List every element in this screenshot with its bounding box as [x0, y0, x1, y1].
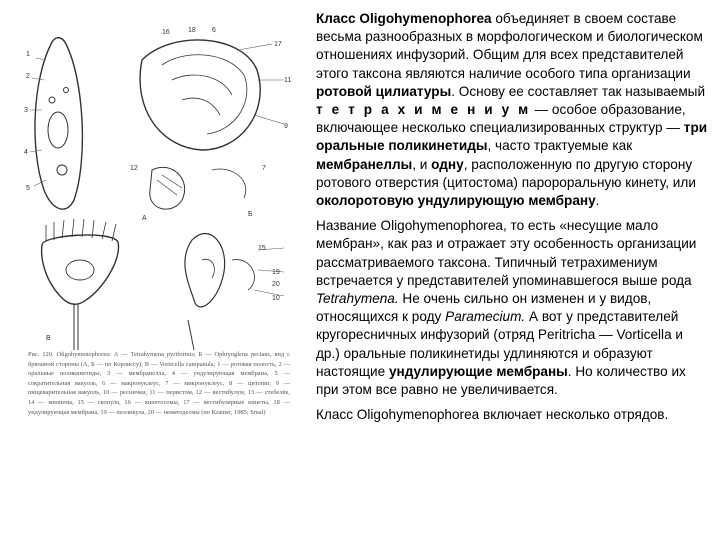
span-1-1: объединяет в своем составе весьма разнообразных в морфологическом и биологическом отношениях инфузорий. Общим для всех представителей этого таксона являются наличие особого типа организации [316, 11, 703, 81]
label-A: А [142, 215, 147, 222]
span-2-6: . Но количество их при этом все равно не увеличивается. [316, 363, 686, 398]
span-1-6: три оральные поликинетиды [316, 120, 708, 154]
ciliate-b-body [140, 40, 260, 150]
detail-drawing [150, 167, 185, 209]
label-16: 16 [162, 29, 170, 36]
ciliate-a-vacuole [57, 165, 67, 175]
ciliate-drawings [22, 20, 292, 350]
label-10: 10 [272, 295, 280, 302]
vorticella-stalk [74, 304, 78, 350]
span-1-7: , часто трактуемые как [487, 138, 633, 154]
span-2-2: Не очень сильно он изменен и у видов, относящихся к роду [316, 291, 652, 325]
ciliate-a-body [35, 38, 82, 209]
swimmer-body [185, 234, 225, 307]
label-2: 2 [26, 73, 30, 80]
span-2-3: Paramecium. [445, 309, 526, 325]
span-1-9: , и [412, 156, 432, 172]
paragraph-3 [316, 406, 710, 424]
span-1-3: . Основу ее составляет так называемый [451, 83, 706, 99]
body-text [316, 10, 710, 431]
label-15: 15 [258, 245, 266, 252]
span-2-5: ундулирующие мембраны [388, 363, 568, 379]
label-9: 9 [284, 123, 288, 130]
span-1-11: , расположенную по другую сторону ротового отверстия (цитостома) паророральную кинету, или [316, 156, 696, 190]
label-6: 6 [212, 27, 216, 34]
paragraph-2 [316, 217, 710, 399]
span-1-4: т е т р а х и м е н и у м [316, 102, 531, 118]
label-19: 19 [272, 269, 280, 276]
span-2-1: Tetrahymena. [316, 291, 399, 307]
span-1-5: — особое образование, включающее несколько специализированных структур — [316, 102, 686, 136]
ciliate-a-macronucleus [48, 112, 68, 148]
span-3-0: Класс Oligohymenophorea включает несколько отрядов. [316, 407, 669, 423]
vorticella-bell [42, 235, 119, 304]
span-2-0: Название Oligohymenophorea, то есть «несущие мало мембран», как раз и отражает эту особенность организации рассматриваемого таксона. Типичный тетрахимениум встречается у представителей упоминавшегося выше рода [316, 218, 697, 288]
span-2-4: А вот у представителей кругоресничных инфузорий (отряд Peritricha — Vorticella и др.) оральные поликинетиды удлиняются и образуют настоящие [316, 309, 683, 379]
label-11: 11 [284, 77, 292, 84]
span-1-10: одну [431, 156, 464, 172]
span-1-8: мембранеллы [316, 156, 413, 172]
span-1-2: ротовой цилиатуры [316, 83, 452, 99]
label-18: 18 [188, 27, 196, 34]
label-3: 3 [24, 107, 28, 114]
label-12: 12 [130, 165, 138, 172]
label-17: 17 [274, 41, 282, 48]
label-B: Б [248, 211, 253, 218]
span-1-0: Класс Oligohymenophorea [316, 11, 492, 26]
span-1-12: околоротовую ундулирующую мембрану [316, 193, 596, 209]
label-7: 7 [262, 165, 266, 172]
figure-caption: Рис. 120. Oligohymenophorea: А — Tetrahymena pyriformis; Б — Ophryoglena pectans, вид с брюшной стороны (А, Б — по Корлиссу); В — Vorticella campanula; 1 — ротовая полость, 2 — оральные поликинетиды, 3 — мембранелла, 4 — ундулирующая мембрана, 5 — сократительная вакуоль, 6 — макронуклеус, 7 — микронуклеус, 8 — цитопиг, 9 — пищеварительная вакуоль, 10 — реснички, 11 — перистом, 12 — вестибулум, 13 — стебелёк, 14 — мионема, 15 — скопула, 16 — кинетосомы, 17 — вестибулярные кинеты, 18 — ундулирующая мембрана, 19 — пелликула, 20 — нематодесмы (по Krainer, 1985; Smal) [28, 351, 290, 416]
label-20: 20 [272, 281, 280, 288]
label-5: 5 [26, 185, 30, 192]
span-1-13: . [595, 193, 600, 209]
label-1: 1 [26, 51, 30, 58]
label-4: 4 [24, 149, 28, 156]
paragraph-1 [316, 10, 710, 210]
label-V: В [46, 335, 51, 342]
